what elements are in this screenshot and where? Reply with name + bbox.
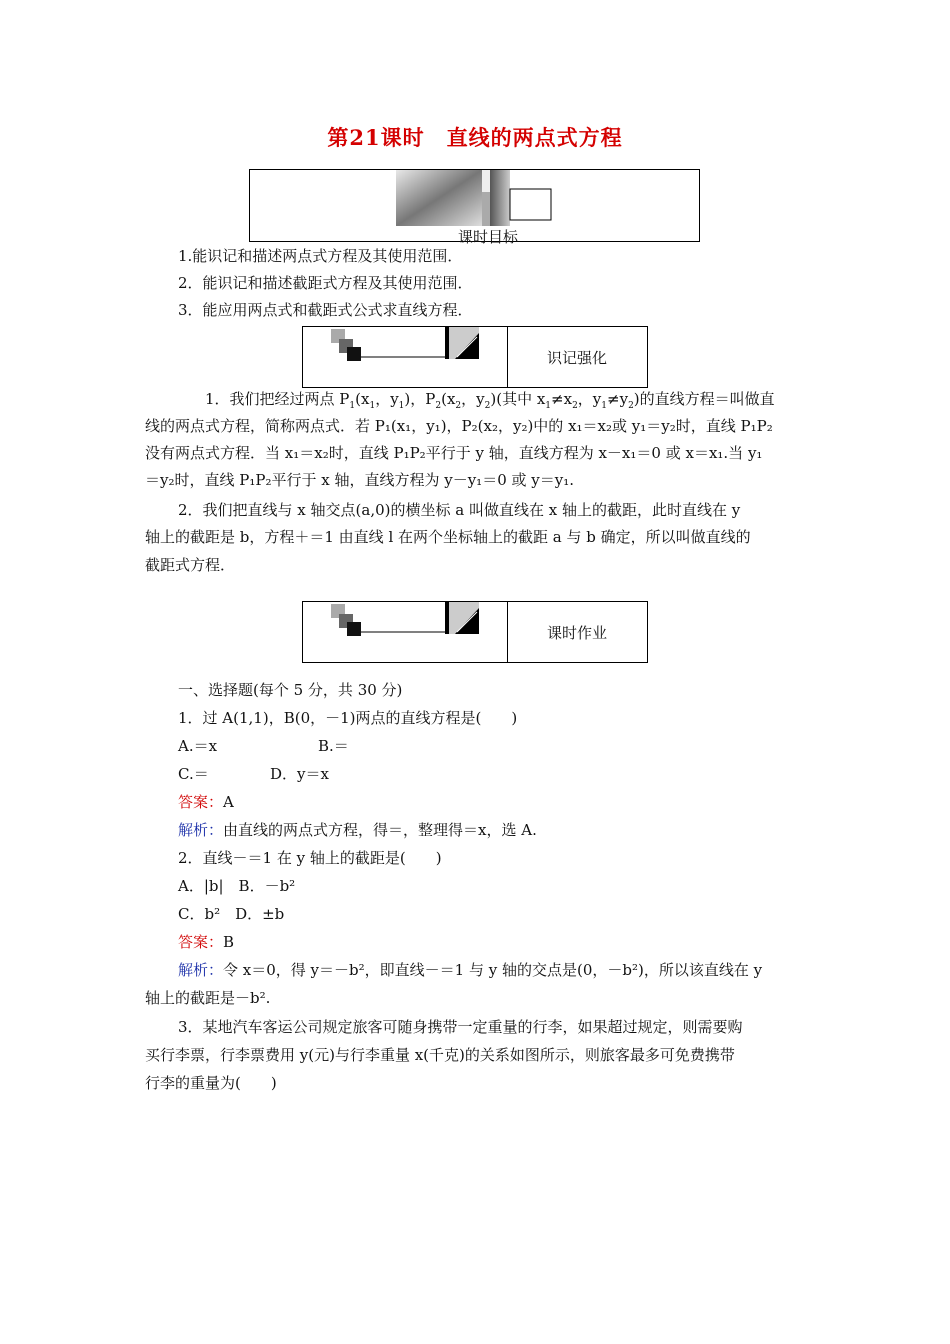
goal-item: 2．能识记和描述截距式方程及其使用范围． — [178, 274, 473, 292]
section-heading: 一、选择题(每个 5 分，共 30 分) — [178, 681, 403, 699]
q1-option-c: C.＝ — [178, 765, 209, 783]
q2-answer: 答案：B — [178, 933, 235, 951]
q2-explanation-line2: 轴上的截距是－b². — [145, 989, 271, 1007]
decorative-blocks-icon — [327, 327, 507, 387]
question-3-line3: 行李的重量为( ) — [145, 1074, 277, 1092]
question-2: 2．直线－＝1 在 y 轴上的截距是( ) — [178, 849, 442, 867]
memory-label: 识记强化 — [546, 348, 607, 367]
q2-options-ab: A．|b| B．－b² — [178, 877, 296, 895]
q1-answer: 答案：A — [178, 793, 234, 811]
homework-header-box — [302, 601, 648, 663]
q1-option-d: D．y＝x — [270, 765, 329, 783]
q2-explanation-line1: 解析：令 x＝0，得 y＝－b²，即直线－＝1 与 y 轴的交点是(0，－b²)，所以该直线在 y — [178, 961, 763, 979]
q1-explanation: 解析：由直线的两点式方程，得＝，整理得＝x，选 A. — [178, 821, 537, 839]
decorative-blocks-icon — [327, 602, 507, 662]
goals-header-box — [249, 169, 700, 246]
goal-item: 1.能识记和描述两点式方程及其使用范围． — [178, 247, 463, 265]
q1-option-a: A.＝x — [178, 737, 218, 755]
goals-label: 课时目标 — [458, 228, 519, 246]
question-1: 1．过 A(1,1)，B(0，－1)两点的直线方程是( ) — [178, 709, 518, 727]
page-title: 第21课时 直线的两点式方程 — [327, 125, 623, 150]
memory-p1-line4: ＝y₂时，直线 P₁P₂平行于 x 轴，直线方程为 y－y₁＝0 或 y＝y₁. — [145, 471, 575, 489]
q2-options-cd: C．b² D．±b — [178, 905, 285, 923]
question-3-line2: 买行李票，行李票费用 y(元)与行李重量 x(千克)的关系如图所示，则旅客最多可免费携带 — [145, 1046, 735, 1064]
memory-p2-line1: 2．我们把直线与 x 轴交点(a,0)的横坐标 a 叫做直线在 x 轴上的截距，此时直线在 y — [178, 501, 741, 519]
memory-p1-line3: 没有两点式方程．当 x₁＝x₂时，直线 P₁P₂平行于 y 轴，直线方程为 x－x₁＝0 或 x＝x₁.当 y₁ — [145, 444, 763, 462]
question-3-line1: 3．某地汽车客运公司规定旅客可随身携带一定重量的行李，如果超过规定，则需要购 — [178, 1018, 743, 1036]
memory-p2-line2: 轴上的截距是 b，方程＋＝1 由直线 l 在两个坐标轴上的截距 a 与 b 确定，所以叫做直线的 — [145, 528, 751, 546]
homework-label: 课时作业 — [546, 623, 607, 642]
memory-p1-line1: 1．我们把经过两点 $P_1(x_1$，$y_1$)，$P_2(x_2$，$y_2$)(其中 $x_1\ne x_2$，$y_1\ne y_2$)的直线方程＝叫做直 — [205, 390, 775, 411]
q1-option-b: B.＝ — [318, 737, 349, 755]
memory-header-box — [302, 326, 648, 388]
memory-p1-line2: 线的两点式方程，简称两点式．若 P₁(x₁，y₁)，P₂(x₂，y₂)中的 x₁＝x₂或 y₁＝y₂时，直线 P₁P₂ — [145, 417, 773, 435]
goal-item: 3．能应用两点式和截距式公式求直线方程． — [178, 301, 473, 319]
memory-p2-line3: 截距式方程． — [145, 556, 236, 574]
